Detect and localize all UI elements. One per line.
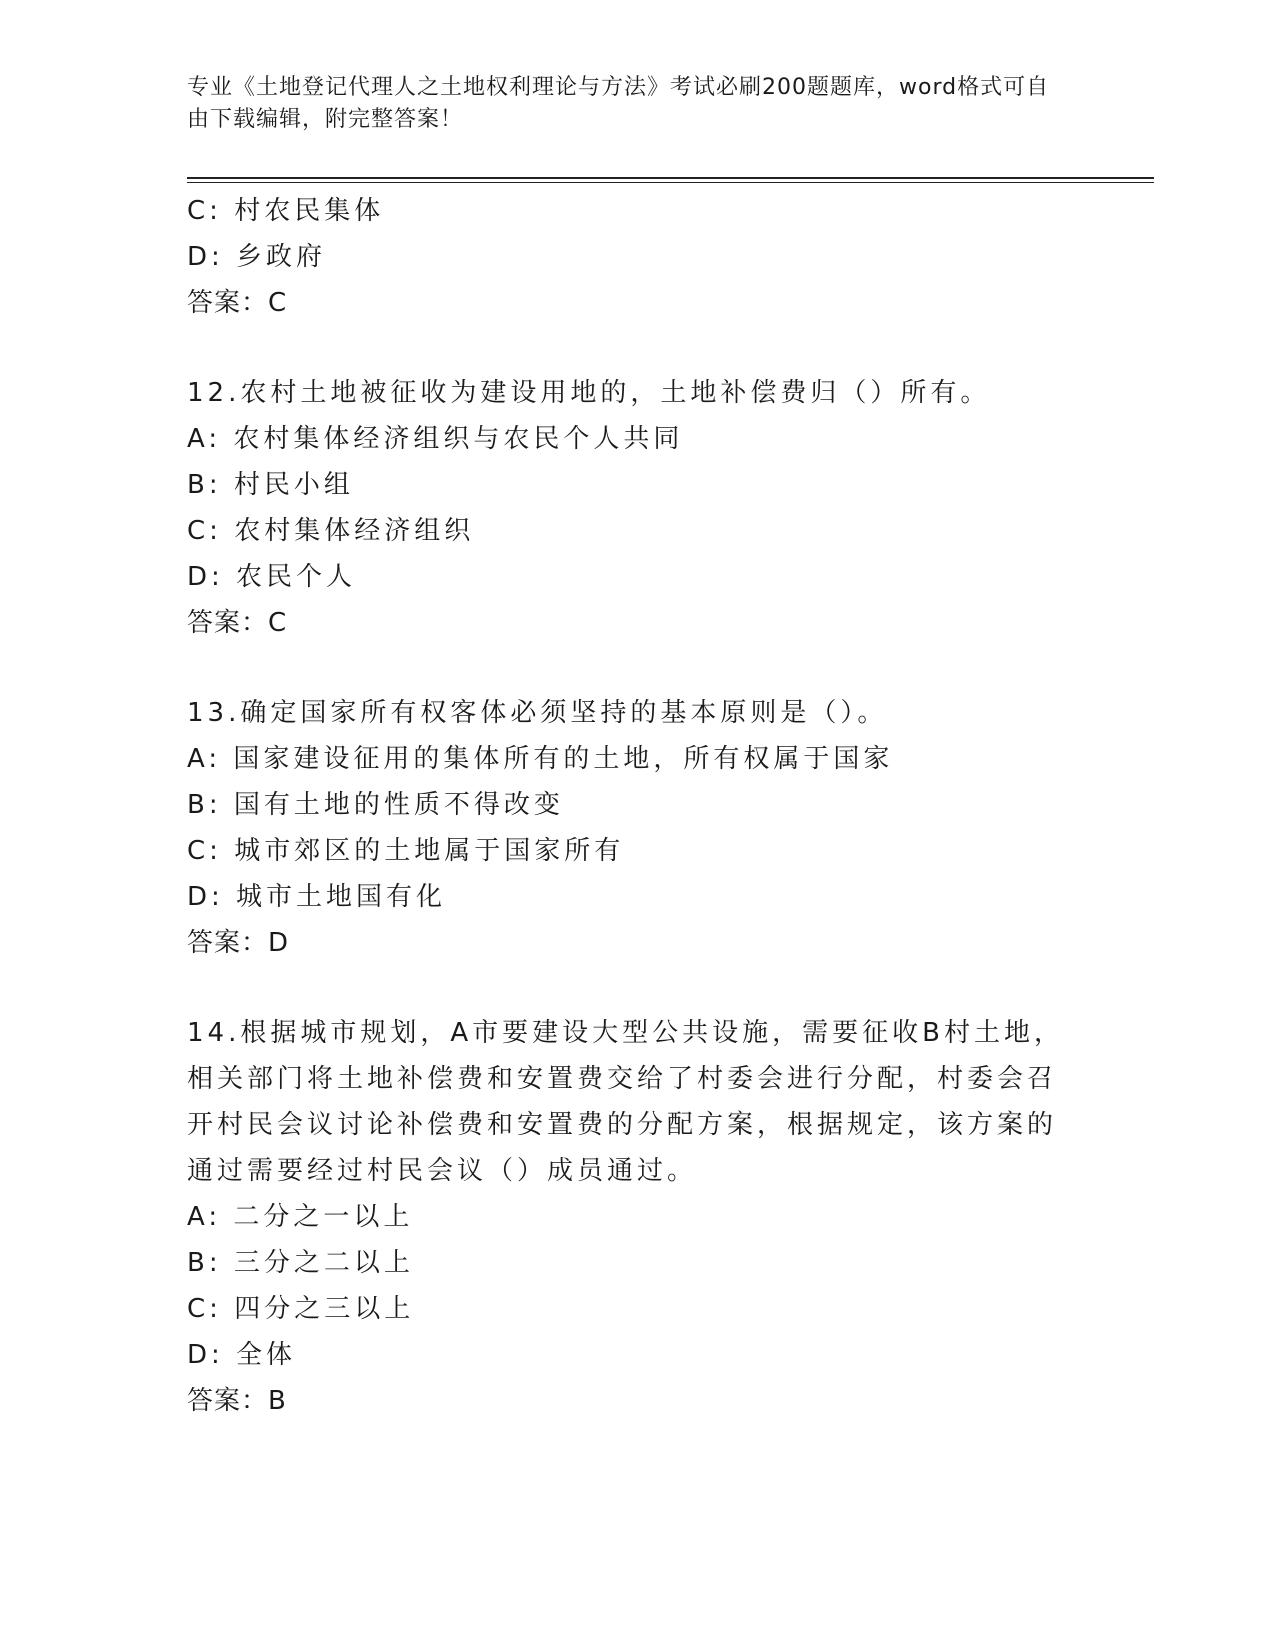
option-c	[187, 188, 1067, 234]
answer-label: 答案：	[187, 608, 269, 638]
option-d	[187, 1332, 1067, 1378]
option-d	[187, 874, 1067, 920]
option-d	[187, 554, 1067, 600]
answer-line	[187, 600, 1067, 646]
option-label: C:	[187, 836, 222, 866]
option-a	[187, 416, 1067, 462]
option-label: A:	[187, 424, 222, 454]
option-label: D:	[187, 1340, 224, 1370]
option-b	[187, 782, 1067, 828]
answer-line	[187, 920, 1067, 966]
option-b	[187, 1240, 1067, 1286]
question-stem: 14.根据城市规划，A市要建设大型公共设施，需要征收B村土地，相关部门将土地补偿费和安置费交给了村委会进行分配，村委会召开村民会议讨论补偿费和安置费的分配方案，根据规定，该方案的通过需要经过村民会议（）成员通过。	[187, 1018, 1064, 1186]
option-a	[187, 736, 1067, 782]
answer-value: D	[268, 928, 290, 958]
option-c	[187, 1286, 1067, 1332]
option-b	[187, 462, 1067, 508]
answer-label: 答案：	[187, 928, 269, 958]
option-c	[187, 828, 1067, 874]
question-stem: 13.确定国家所有权客体必须坚持的基本原则是（）。	[187, 698, 888, 728]
answer-line	[187, 1378, 1067, 1424]
option-text: 国有土地的性质不得改变	[233, 790, 564, 820]
answer-value: C	[268, 288, 288, 318]
option-a	[187, 1194, 1067, 1240]
option-text: 城市郊区的土地属于国家所有	[234, 836, 625, 866]
question-list	[187, 188, 1067, 1424]
option-label: C:	[187, 196, 222, 226]
option-label: D:	[187, 242, 224, 272]
option-text: 二分之一以上	[233, 1202, 414, 1232]
option-text: 村民小组	[233, 470, 354, 500]
question-14	[187, 1010, 1067, 1424]
header-divider-thin	[187, 182, 1154, 183]
previous-question-tail	[187, 188, 1067, 326]
question-stem: 12.农村土地被征收为建设用地的，土地补偿费归（）所有。	[187, 378, 991, 408]
option-text: 国家建设征用的集体所有的土地，所有权属于国家	[233, 744, 894, 774]
option-text: 农民个人	[236, 562, 357, 592]
option-label: B:	[187, 1248, 222, 1278]
answer-value: C	[268, 608, 288, 638]
option-text: 村农民集体	[234, 196, 385, 226]
answer-label: 答案：	[187, 1386, 269, 1416]
option-label: B:	[187, 790, 222, 820]
option-text: 城市土地国有化	[236, 882, 447, 912]
option-label: C:	[187, 516, 222, 546]
option-label: D:	[187, 882, 224, 912]
header-divider-thick	[187, 177, 1154, 179]
answer-line	[187, 280, 1067, 326]
option-label: A:	[187, 744, 222, 774]
question-12	[187, 370, 1067, 646]
question-13	[187, 690, 1067, 966]
option-label: A:	[187, 1202, 222, 1232]
document-header	[187, 72, 1067, 136]
option-c	[187, 508, 1067, 554]
answer-label: 答案：	[187, 288, 269, 318]
option-text: 三分之二以上	[233, 1248, 414, 1278]
header-text: 专业《土地登记代理人之土地权利理论与方法》考试必刷200题题库，word格式可自由下载编辑，附完整答案！	[187, 75, 1050, 132]
option-text: 乡政府	[236, 242, 327, 272]
option-d	[187, 234, 1067, 280]
option-label: C:	[187, 1294, 222, 1324]
answer-value: B	[268, 1386, 287, 1416]
option-text: 农村集体经济组织与农民个人共同	[233, 424, 684, 454]
option-label: D:	[187, 562, 224, 592]
option-text: 全体	[236, 1340, 297, 1370]
option-label: B:	[187, 470, 222, 500]
option-text: 农村集体经济组织	[234, 516, 475, 546]
option-text: 四分之三以上	[234, 1294, 415, 1324]
